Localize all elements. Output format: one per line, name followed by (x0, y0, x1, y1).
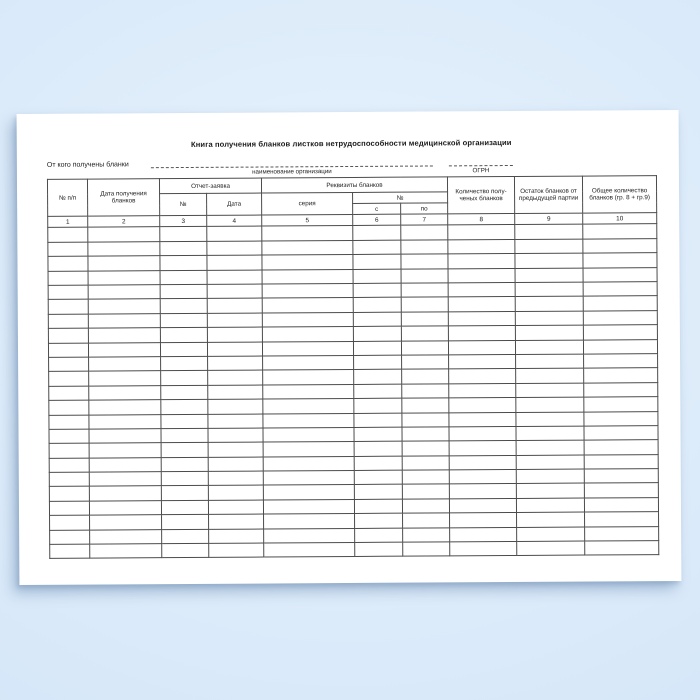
table-cell (583, 310, 657, 325)
table-cell (516, 484, 584, 499)
table-cell (208, 399, 263, 414)
table-cell (160, 342, 207, 357)
table-cell (263, 471, 354, 486)
table-cell (49, 371, 89, 386)
table-cell (262, 283, 353, 298)
table-cell (161, 500, 208, 515)
table-cell (88, 227, 160, 242)
table-row (50, 541, 659, 559)
table-cell (585, 526, 659, 541)
table-cell (207, 313, 262, 328)
table-cell (584, 483, 658, 498)
table-cell (584, 397, 658, 412)
header-series: серия (262, 193, 353, 216)
table-cell (353, 254, 401, 269)
table-cell (401, 326, 448, 341)
header-number-to: по (401, 203, 448, 214)
table-cell (354, 355, 402, 370)
header-total-count: Общее количество бланков (гр. 8 + гр.9) (582, 176, 656, 213)
table-cell (401, 340, 448, 355)
table-cell (448, 297, 515, 312)
table-cell (48, 343, 88, 358)
table-cell (585, 512, 659, 527)
table-cell (584, 411, 658, 426)
table-cell (207, 342, 262, 357)
table-cell (355, 513, 403, 528)
table-cell (402, 470, 449, 485)
table-cell (263, 485, 354, 500)
table-cell (515, 268, 583, 283)
table-cell (353, 312, 401, 327)
table-cell (584, 354, 658, 369)
table-cell (448, 268, 515, 283)
table-cell (208, 500, 263, 515)
table-cell (403, 513, 450, 528)
table-cell (208, 457, 263, 472)
table-cell (354, 499, 402, 514)
table-cell (583, 339, 657, 354)
table-cell (449, 484, 516, 499)
table-cell (402, 398, 449, 413)
column-number-cell: 9 (515, 214, 583, 225)
table-cell (208, 414, 263, 429)
header-previous-remainder: Остаток бланков от предыдущей партии (514, 177, 582, 214)
table-cell (354, 413, 402, 428)
table-cell (449, 398, 516, 413)
table-cell (584, 368, 658, 383)
table-cell (207, 298, 262, 313)
table-cell (401, 240, 448, 255)
table-cell (263, 413, 354, 428)
table-cell (160, 241, 207, 256)
table-cell (516, 412, 584, 427)
table-cell (264, 514, 355, 529)
table-cell (208, 428, 263, 443)
table-cell (450, 527, 517, 542)
table-cell (207, 226, 262, 241)
table-cell (161, 471, 208, 486)
table-cell (583, 224, 657, 239)
table-cell (516, 455, 584, 470)
header-number-group: № (353, 192, 448, 204)
table-cell (450, 513, 517, 528)
table-cell (449, 354, 516, 369)
column-number-cell: 1 (48, 217, 88, 228)
table-cell (355, 528, 403, 543)
table-cell (262, 240, 353, 255)
table-cell (161, 414, 208, 429)
ogrn-fill-line (449, 157, 513, 166)
table-cell (449, 455, 516, 470)
header-row-number: № п/п (47, 180, 87, 217)
table-cell (90, 515, 162, 530)
table-cell (263, 456, 354, 471)
table-cell (263, 355, 354, 370)
table-cell (49, 400, 89, 415)
table-cell (89, 472, 161, 487)
table-cell (353, 326, 401, 341)
table-cell (48, 285, 88, 300)
table-cell (207, 284, 262, 299)
table-cell (161, 399, 208, 414)
column-number-cell: 2 (88, 216, 160, 227)
table-cell (264, 528, 355, 543)
table-cell (449, 426, 516, 441)
table-cell (353, 226, 401, 241)
table-cell (161, 385, 208, 400)
table-cell (208, 356, 263, 371)
table-cell (449, 383, 516, 398)
table-cell (161, 457, 208, 472)
table-cell (88, 313, 160, 328)
table-cell (208, 385, 263, 400)
table-cell (449, 470, 516, 485)
table-cell (402, 484, 449, 499)
table-cell (90, 544, 162, 559)
table-cell (209, 514, 264, 529)
table-cell (160, 270, 207, 285)
table-cell (402, 412, 449, 427)
table-cell (208, 442, 263, 457)
table-cell (49, 429, 89, 444)
table-cell (262, 226, 353, 241)
table-cell (354, 470, 402, 485)
table-cell (354, 370, 402, 385)
header-report-date: Дата (207, 193, 262, 215)
table-cell (448, 311, 515, 326)
table-cell (48, 242, 88, 257)
ogrn-caption: ОГРН (472, 167, 490, 175)
table-cell (49, 386, 89, 401)
table-cell (402, 384, 449, 399)
table-cell (160, 256, 207, 271)
table-cell (208, 471, 263, 486)
table-cell (515, 296, 583, 311)
table-cell (262, 298, 353, 313)
table-cell (448, 239, 515, 254)
table-cell (262, 341, 353, 356)
header-received-count: Количество полу-ченых бланков (447, 177, 514, 214)
table-cell (402, 355, 449, 370)
table-cell (584, 426, 658, 441)
table-cell (207, 241, 262, 256)
column-number-cell: 4 (207, 215, 262, 226)
table-cell (584, 497, 658, 512)
table-cell (517, 541, 585, 556)
table-cell (161, 443, 208, 458)
table-cell (209, 529, 264, 544)
table-cell (584, 454, 658, 469)
table-cell (516, 440, 584, 455)
table-cell (583, 296, 657, 311)
table-cell (263, 499, 354, 514)
table-cell (48, 328, 88, 343)
table-cell (515, 340, 583, 355)
table-cell (448, 340, 515, 355)
table-cell (263, 384, 354, 399)
table-cell (516, 469, 584, 484)
table-cell (263, 442, 354, 457)
table-cell (207, 270, 262, 285)
table-cell (448, 282, 515, 297)
table-cell (402, 456, 449, 471)
table-cell (583, 325, 657, 340)
table-cell (448, 225, 515, 240)
column-number-cell: 8 (448, 214, 515, 225)
table-cell (88, 285, 160, 300)
table-cell (160, 227, 207, 242)
table-cell (401, 312, 448, 327)
table-cell (264, 543, 355, 558)
table-cell (49, 357, 89, 372)
table-header (47, 176, 656, 228)
table-cell (208, 485, 263, 500)
table-cell (516, 354, 584, 369)
header-number-from: с (353, 204, 401, 215)
table-cell (49, 501, 89, 516)
table-cell (401, 297, 448, 312)
organization-caption: наименование организации (252, 168, 332, 176)
table-cell (88, 299, 160, 314)
table-cell (49, 472, 89, 487)
table-cell (88, 256, 160, 271)
table-cell (449, 369, 516, 384)
organization-fill-line (151, 157, 433, 168)
table-cell (89, 400, 161, 415)
table-cell (262, 312, 353, 327)
table-cell (583, 282, 657, 297)
table-cell (516, 498, 584, 513)
table-cell (517, 512, 585, 527)
table-cell (88, 328, 160, 343)
table-cell (263, 427, 354, 442)
table-cell (354, 441, 402, 456)
table-cell (89, 501, 161, 516)
table-cell (583, 267, 657, 282)
table-cell (49, 458, 89, 473)
table-cell (515, 311, 583, 326)
table-cell (263, 370, 354, 385)
table-cell (515, 325, 583, 340)
table-cell (402, 499, 449, 514)
table-cell (401, 283, 448, 298)
table-cell (403, 542, 450, 557)
table-cell (50, 515, 90, 530)
table-cell (160, 313, 207, 328)
table-cell (89, 371, 161, 386)
table-cell (449, 441, 516, 456)
table-cell (160, 284, 207, 299)
table-cell (49, 487, 89, 502)
table-cell (48, 299, 88, 314)
table-cell (448, 254, 515, 269)
table-cell (50, 530, 90, 545)
table-cell (160, 328, 207, 343)
column-number-cell: 5 (262, 215, 353, 227)
column-number-cell: 10 (583, 213, 657, 224)
table-cell (353, 269, 401, 284)
table-cell (263, 399, 354, 414)
document-content (17, 137, 682, 559)
table-cell (89, 414, 161, 429)
table-cell (89, 385, 161, 400)
table-cell (355, 542, 403, 557)
document-page (17, 110, 682, 585)
table-cell (89, 486, 161, 501)
table-cell (584, 382, 658, 397)
table-cell (583, 238, 657, 253)
table-cell (354, 384, 402, 399)
caption-spacer (47, 169, 151, 177)
table-cell (161, 486, 208, 501)
table-cell (583, 253, 657, 268)
column-number-cell: 3 (160, 216, 207, 227)
table-cell (90, 529, 162, 544)
table-cell (354, 485, 402, 500)
table-cell (49, 415, 89, 430)
table-cell (89, 443, 161, 458)
column-number-cell: 7 (401, 214, 448, 225)
table-cell (516, 368, 584, 383)
table-cell (49, 443, 89, 458)
header-requisites-group: Реквизиты бланков (261, 177, 447, 193)
table-cell (401, 225, 448, 240)
column-number-cell: 6 (353, 215, 401, 226)
table-cell (209, 543, 264, 558)
table-cell (162, 543, 209, 558)
caption-gap (433, 167, 449, 175)
table-cell (161, 356, 208, 371)
table-cell (88, 270, 160, 285)
table-cell (48, 228, 88, 243)
table-cell (50, 544, 90, 559)
table-cell (89, 457, 161, 472)
header-report-number: № (160, 194, 207, 216)
header-receive-date: Дата получения бланков (87, 179, 159, 216)
table-cell (515, 253, 583, 268)
table-cell (354, 398, 402, 413)
table-cell (584, 440, 658, 455)
table-cell (402, 427, 449, 442)
table-cell (207, 255, 262, 270)
table-cell (89, 429, 161, 444)
table-cell (450, 542, 517, 557)
table-cell (353, 298, 401, 313)
table-cell (515, 239, 583, 254)
table-cell (89, 357, 161, 372)
table-cell (162, 529, 209, 544)
table-cell (516, 426, 584, 441)
table-cell (48, 271, 88, 286)
table-cell (48, 256, 88, 271)
table-cell (516, 383, 584, 398)
table-cell (162, 515, 209, 530)
table-cell (262, 255, 353, 270)
table-cell (207, 327, 262, 342)
table-cell (354, 456, 402, 471)
table-cell (161, 428, 208, 443)
table-cell (48, 314, 88, 329)
table-cell (401, 254, 448, 269)
table-cell (515, 282, 583, 297)
table-cell (403, 528, 450, 543)
document-title: Книга получения бланков листков нетрудоспособности медицинской организации (190, 138, 512, 149)
blanks-register-table (47, 176, 659, 560)
table-cell (88, 342, 160, 357)
table-cell (160, 299, 207, 314)
table-cell (516, 397, 584, 412)
table-cell (584, 469, 658, 484)
table-cell (353, 283, 401, 298)
table-cell (161, 371, 208, 386)
table-cell (208, 370, 263, 385)
table-cell (262, 327, 353, 342)
table-cell (449, 412, 516, 427)
table-cell (262, 269, 353, 284)
table-cell (402, 441, 449, 456)
table-cell (449, 498, 516, 513)
table-cell (88, 241, 160, 256)
table-body (48, 224, 659, 559)
table-cell (402, 369, 449, 384)
table-cell (353, 240, 401, 255)
table-cell (353, 341, 401, 356)
from-whom-label: От кого получены бланки (46, 161, 129, 169)
table-cell (517, 527, 585, 542)
table-cell (401, 269, 448, 284)
header-report-request-group: Отчет-заявка (159, 178, 261, 194)
table-cell (585, 541, 659, 556)
table-cell (515, 225, 583, 240)
table-cell (354, 427, 402, 442)
table-cell (448, 326, 515, 341)
